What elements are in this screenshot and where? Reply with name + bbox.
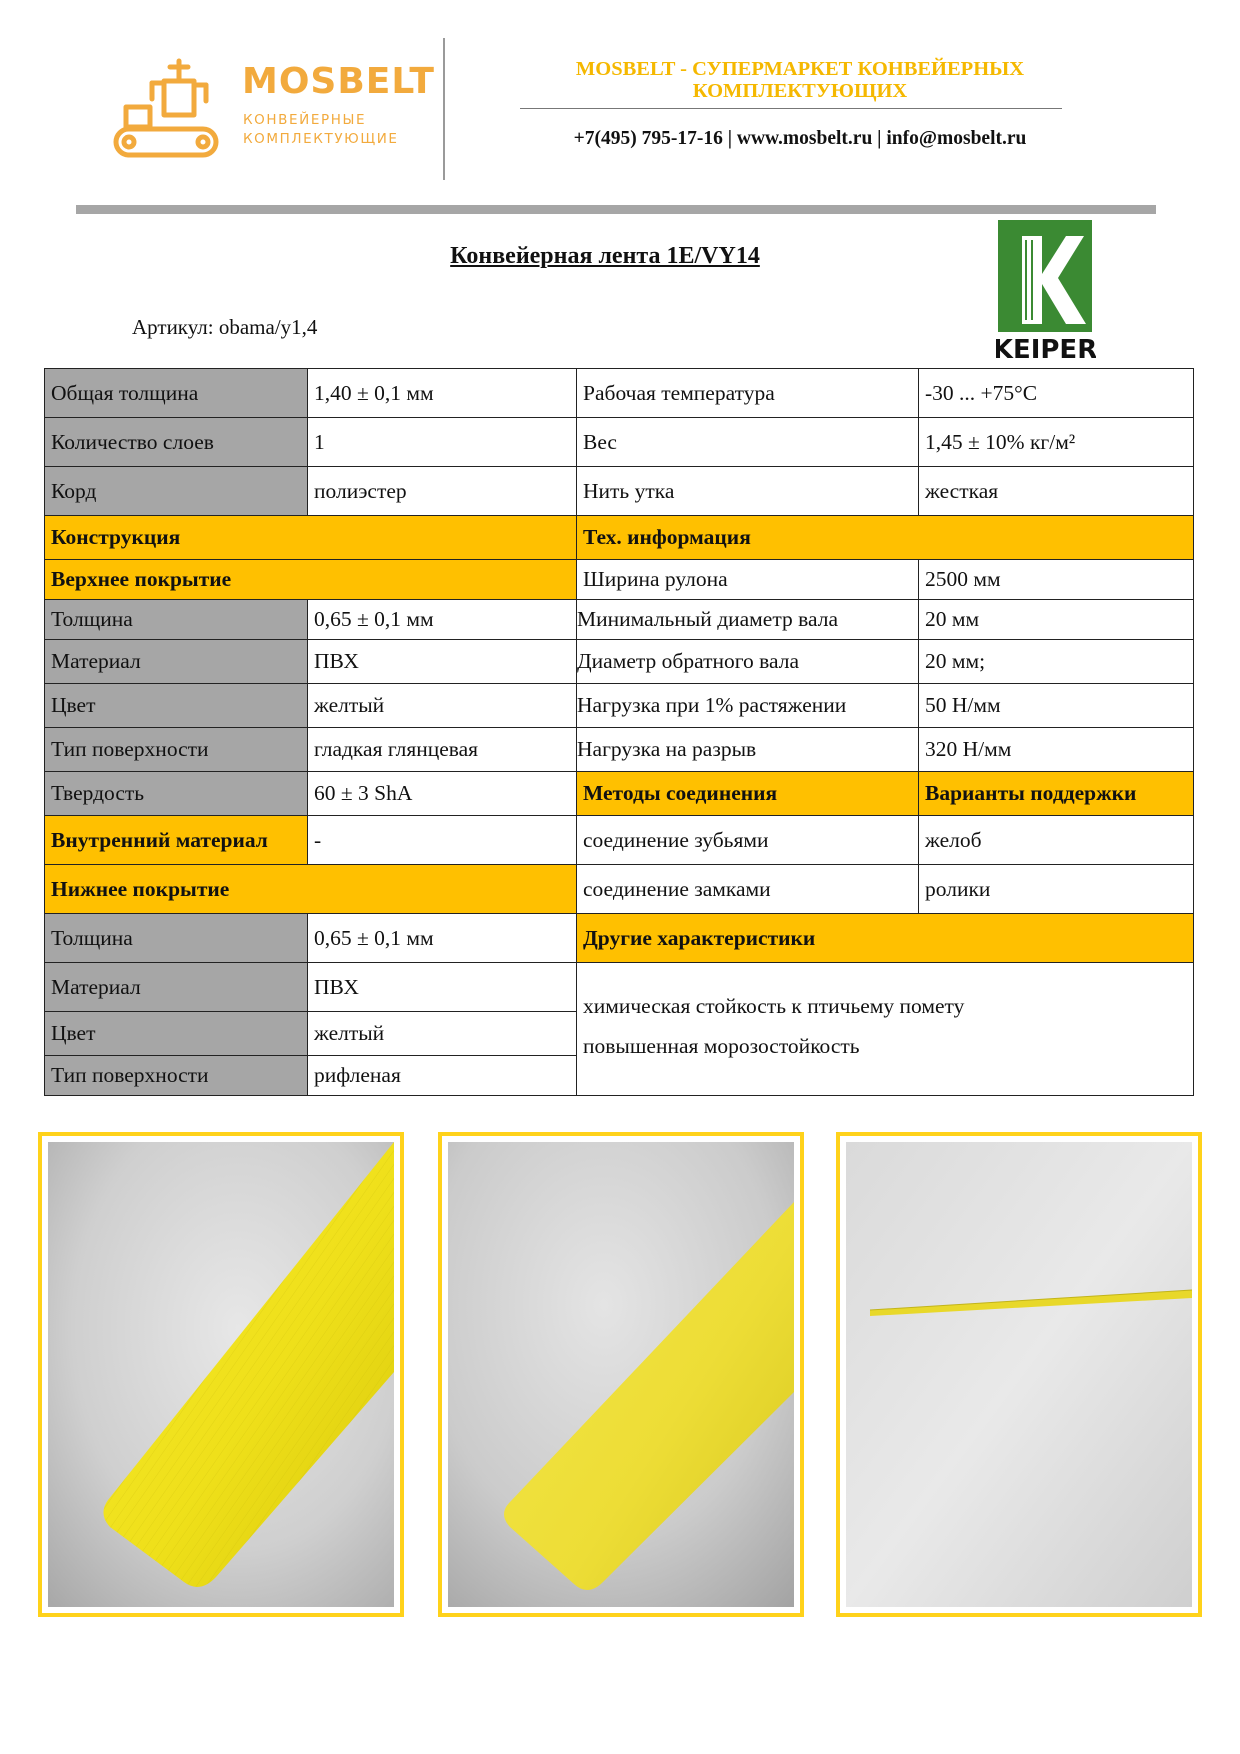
belt-sample-image	[48, 1142, 394, 1607]
belt-sample-image	[448, 1142, 794, 1607]
value-total-thickness: 1,40 ± 0,1 мм	[308, 369, 577, 418]
mosbelt-logo	[112, 55, 435, 165]
table-row	[45, 640, 1194, 684]
label-return-pulley-diameter: Диаметр обратного вала	[577, 640, 919, 684]
value-top-thickness: 0,65 ± 0,1 мм	[308, 600, 577, 640]
support-option-trough: желоб	[919, 816, 1194, 865]
value-weft: жесткая	[919, 467, 1194, 516]
specification-table	[44, 368, 1194, 1096]
keiper-k-icon	[996, 220, 1096, 366]
value-bottom-thickness: 0,65 ± 0,1 мм	[308, 914, 577, 963]
value-working-temperature: -30 ... +75°C	[919, 369, 1194, 418]
label-top-surface: Тип поверхности	[45, 728, 308, 772]
table-row	[45, 560, 1194, 600]
value-return-pulley-diameter: 20 мм;	[919, 640, 1194, 684]
table-row	[45, 418, 1194, 467]
belt-photo-bottom-surface	[438, 1132, 804, 1617]
other-characteristics-cell	[577, 963, 1194, 1096]
section-construction: Конструкция	[45, 516, 577, 560]
table-row	[45, 516, 1194, 560]
table-row	[45, 600, 1194, 640]
value-top-color: желтый	[308, 684, 577, 728]
label-roll-width: Ширина рулона	[577, 560, 919, 600]
value-layers: 1	[308, 418, 577, 467]
table-row	[45, 963, 1194, 1012]
belt-photo-profile	[836, 1132, 1202, 1617]
section-joining-methods: Методы соединения	[577, 772, 919, 816]
header-title-line-1: MOSBELT - СУПЕРМАРКЕТ КОНВЕЙЕРНЫХ	[575, 58, 1025, 80]
value-cord: полиэстер	[308, 467, 577, 516]
brand-name: MOSBELT	[242, 61, 435, 102]
label-weight: Вес	[577, 418, 919, 467]
label-working-temperature: Рабочая температура	[577, 369, 919, 418]
table-row	[45, 467, 1194, 516]
section-bottom-cover: Нижнее покрытие	[45, 865, 577, 914]
label-layers: Количество слоев	[45, 418, 308, 467]
keiper-wordmark: KEIPER	[996, 335, 1096, 365]
label-cord: Корд	[45, 467, 308, 516]
value-roll-width: 2500 мм	[919, 560, 1194, 600]
table-row	[45, 369, 1194, 418]
value-inner-material: -	[308, 816, 577, 865]
label-hardness: Твердость	[45, 772, 308, 816]
table-row	[45, 728, 1194, 772]
label-weft: Нить утка	[577, 467, 919, 516]
document-title: Конвейерная лента 1E/VY14	[450, 243, 760, 269]
section-tech-info: Тех. информация	[577, 516, 1194, 560]
other-characteristic-item: химическая стойкость к птичьему помету	[583, 994, 965, 1018]
brand-subtitle	[243, 111, 423, 149]
header-title-line-2: КОМПЛЕКТУЮЩИХ	[692, 80, 908, 102]
label-min-pulley-diameter: Минимальный диаметр вала	[577, 600, 919, 640]
value-top-material: ПВХ	[308, 640, 577, 684]
belt-photo-top-surface	[38, 1132, 404, 1617]
table-row	[45, 865, 1194, 914]
other-characteristic-item: повышенная морозостойкость	[583, 1034, 860, 1058]
header-contacts: +7(495) 795-17-16 | www.mosbelt.ru | info@mosbelt.ru	[573, 128, 1027, 149]
header-underline	[520, 108, 1062, 109]
label-breaking-load: Нагрузка на разрыв	[577, 728, 919, 772]
header-title	[520, 58, 1080, 102]
label-bottom-material: Материал	[45, 963, 308, 1012]
value-bottom-surface: рифленая	[308, 1056, 577, 1096]
section-inner-material: Внутренний материал	[45, 816, 308, 865]
value-hardness: 60 ± 3 ShA	[308, 772, 577, 816]
value-min-pulley-diameter: 20 мм	[919, 600, 1194, 640]
label-load-1pct: Нагрузка при 1% растяжении	[577, 684, 919, 728]
article-number: Артикул: obama/y1,4	[132, 315, 318, 339]
value-load-1pct: 50 Н/мм	[919, 684, 1194, 728]
header-separator	[76, 205, 1156, 214]
brand-subtitle-line-1: КОНВЕЙЕРНЫЕ	[243, 112, 367, 128]
table-row	[45, 914, 1194, 963]
section-top-cover: Верхнее покрытие	[45, 560, 577, 600]
support-option-rollers: ролики	[919, 865, 1194, 914]
table-row	[45, 816, 1194, 865]
joining-method-teeth: соединение зубьями	[577, 816, 919, 865]
label-top-color: Цвет	[45, 684, 308, 728]
label-top-material: Материал	[45, 640, 308, 684]
section-support-options: Варианты поддержки	[919, 772, 1194, 816]
label-bottom-color: Цвет	[45, 1012, 308, 1056]
value-breaking-load: 320 Н/мм	[919, 728, 1194, 772]
brand-subtitle-line-2: КОМПЛЕКТУЮЩИЕ	[243, 131, 399, 147]
section-other-characteristics: Другие характеристики	[577, 914, 1194, 963]
value-weight: 1,45 ± 10% кг/м²	[919, 418, 1194, 467]
belt-sample-image	[846, 1142, 1192, 1607]
joining-method-locks: соединение замками	[577, 865, 919, 914]
label-total-thickness: Общая толщина	[45, 369, 308, 418]
conveyor-logo-icon	[112, 55, 242, 165]
table-row	[45, 772, 1194, 816]
label-bottom-thickness: Толщина	[45, 914, 308, 963]
value-bottom-color: желтый	[308, 1012, 577, 1056]
label-top-thickness: Толщина	[45, 600, 308, 640]
header-divider	[443, 38, 445, 180]
table-row	[45, 684, 1194, 728]
label-bottom-surface: Тип поверхности	[45, 1056, 308, 1096]
value-bottom-material: ПВХ	[308, 963, 577, 1012]
keiper-logo	[996, 220, 1096, 366]
value-top-surface: гладкая глянцевая	[308, 728, 577, 772]
